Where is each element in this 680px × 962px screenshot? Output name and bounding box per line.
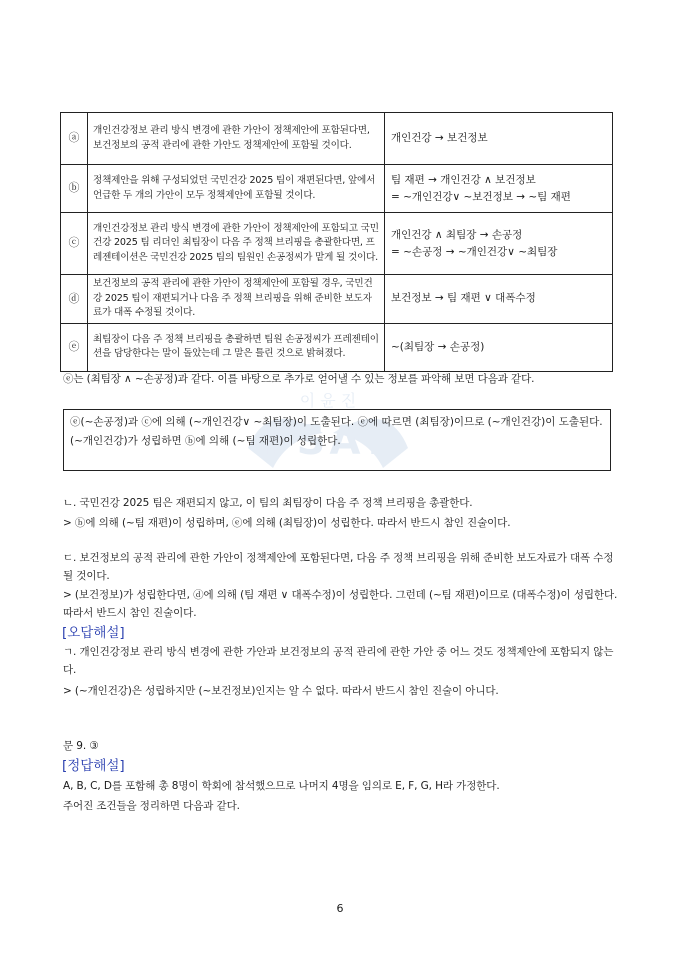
page-number: 6	[336, 902, 344, 915]
watermark-text: PSAT	[263, 418, 393, 464]
watermark-small-text: 이 윤 진	[299, 391, 357, 410]
section-g-title: ㄱ. 개인건강정보 관리 방식 변경에 관한 가안과 보건정보의 공적 관리에 관한 가안 중 어느 것도 정책제안에 포함되지 않는다.	[63, 646, 614, 676]
section-n-title: ㄴ. 국민건강 2025 팀은 재편되지 않고, 이 팀의 최팀장이 다음 주 정책 브리핑을 총괄한다.	[63, 497, 473, 509]
question-number: 문 9. ③	[63, 740, 99, 752]
row-description: 개인건강정보 관리 방식 변경에 관한 가안이 정책제안에 포함된다면, 보건정보의 공적 관리에 관한 가안도 정책제안에 포함될 것이다.	[88, 113, 385, 165]
section-n-body: > ⓑ에 의해 (~팀 재편)이 성립하며, ⓔ에 의해 (최팀장)이 성립한다. 따라서 반드시 참인 진술이다.	[63, 517, 511, 529]
row-mark: ⓐ	[61, 113, 88, 165]
row-mark: ⓓ	[61, 275, 88, 324]
derivation-line-2: (~개인건강)가 성립하면 ⓑ에 의해 (~팀 재편)이 성립한다.	[70, 435, 341, 447]
table-row	[61, 213, 613, 275]
row-description: 개인건강정보 관리 방식 변경에 관한 가안이 정책제안에 포함되고 국민건강 2025 팀 리더인 최팀장이 다음 주 정책 브리핑을 총괄한다면, 프레젠테이션은 국민건강 2025 팀의 팀원인 손공정씨가 맡게 될 것이다.	[88, 213, 385, 275]
derivation-line-1: ⓔ(~손공정)과 ⓒ에 의해 (~개인건강∨ ~최팀장)이 도출된다. ⓔ에 따르면 (최팀장)이므로 (~개인건강)이 도출된다.	[70, 416, 603, 428]
section-d-title: ㄷ. 보건정보의 공적 관리에 관한 가안이 정책제안에 포함된다면, 다음 주 정책 브리핑을 위해 준비한 보도자료가 대폭 수정될 것이다.	[63, 552, 614, 582]
row-mark: ⓔ	[61, 323, 88, 371]
wrong-answer-heading: [오답해설]	[62, 625, 125, 641]
section-d-body: > (보건정보)가 성립한다면, ⓓ에 의해 (팀 재편 ∨ 대폭수정)이 성립한다. 그런데 (~팀 재편)이므로 (대폭수정)이 성립한다. 따라서 반드시 참인 진술이다.	[63, 589, 618, 619]
row-formula: ~(최팀장 → 손공정)	[385, 323, 613, 371]
row-formula: 팀 재편 → 개인건강 ∧ 보건정보 = ~개인건강∨ ~보건정보 → ~팀 재편	[385, 165, 613, 213]
answer-body-2: 주어진 조건들을 정리하면 다음과 같다.	[63, 800, 240, 812]
row-formula: 개인건강 ∧ 최팀장 → 손공정 = ~손공정 → ~개인건강∨ ~최팀장	[385, 213, 613, 275]
correct-answer-heading: [정답해설]	[62, 758, 125, 774]
logic-table	[60, 112, 613, 372]
row-formula: 개인건강 → 보건정보	[385, 113, 613, 165]
table-row	[61, 275, 613, 324]
row-description: 보건정보의 공적 관리에 관한 가안이 정책제안에 포함될 경우, 국민건강 2025 팀이 재편되거나 다음 주 정책 브리핑을 위해 준비한 보도자료가 대폭 수정될 것이다.	[88, 275, 385, 324]
row-mark: ⓒ	[61, 213, 88, 275]
answer-body-1: A, B, C, D를 포함해 총 8명이 학회에 참석했으므로 나머지 4명을 임의로 E, F, G, H라 가정한다.	[63, 780, 500, 792]
row-formula: 보건정보 → 팀 재편 ∨ 대폭수정	[385, 275, 613, 324]
row-description: 최팀장이 다음 주 정책 브리핑을 총괄하면 팀원 손공정씨가 프레젠테이션을 담당한다는 말이 돌았는데 그 말은 틀린 것으로 밝혀졌다.	[88, 323, 385, 371]
section-g-body: > (~개인건강)은 성립하지만 (~보건정보)인지는 알 수 없다. 따라서 반드시 참인 진술이 아니다.	[63, 685, 499, 697]
table-row	[61, 113, 613, 165]
row-description: 정책제안을 위해 구성되었던 국민건강 2025 팀이 재편된다면, 앞에서 언급한 두 개의 가안이 모두 정책제안에 포함될 것이다.	[88, 165, 385, 213]
derivation-box	[63, 409, 611, 471]
row-mark: ⓑ	[61, 165, 88, 213]
table-row	[61, 165, 613, 213]
table-row	[61, 323, 613, 371]
after-table-text: ⓔ는 (최팀장 ∧ ~손공정)과 같다. 이를 바탕으로 추가로 얻어낼 수 있는 정보를 파악해 보면 다음과 같다.	[63, 373, 535, 385]
